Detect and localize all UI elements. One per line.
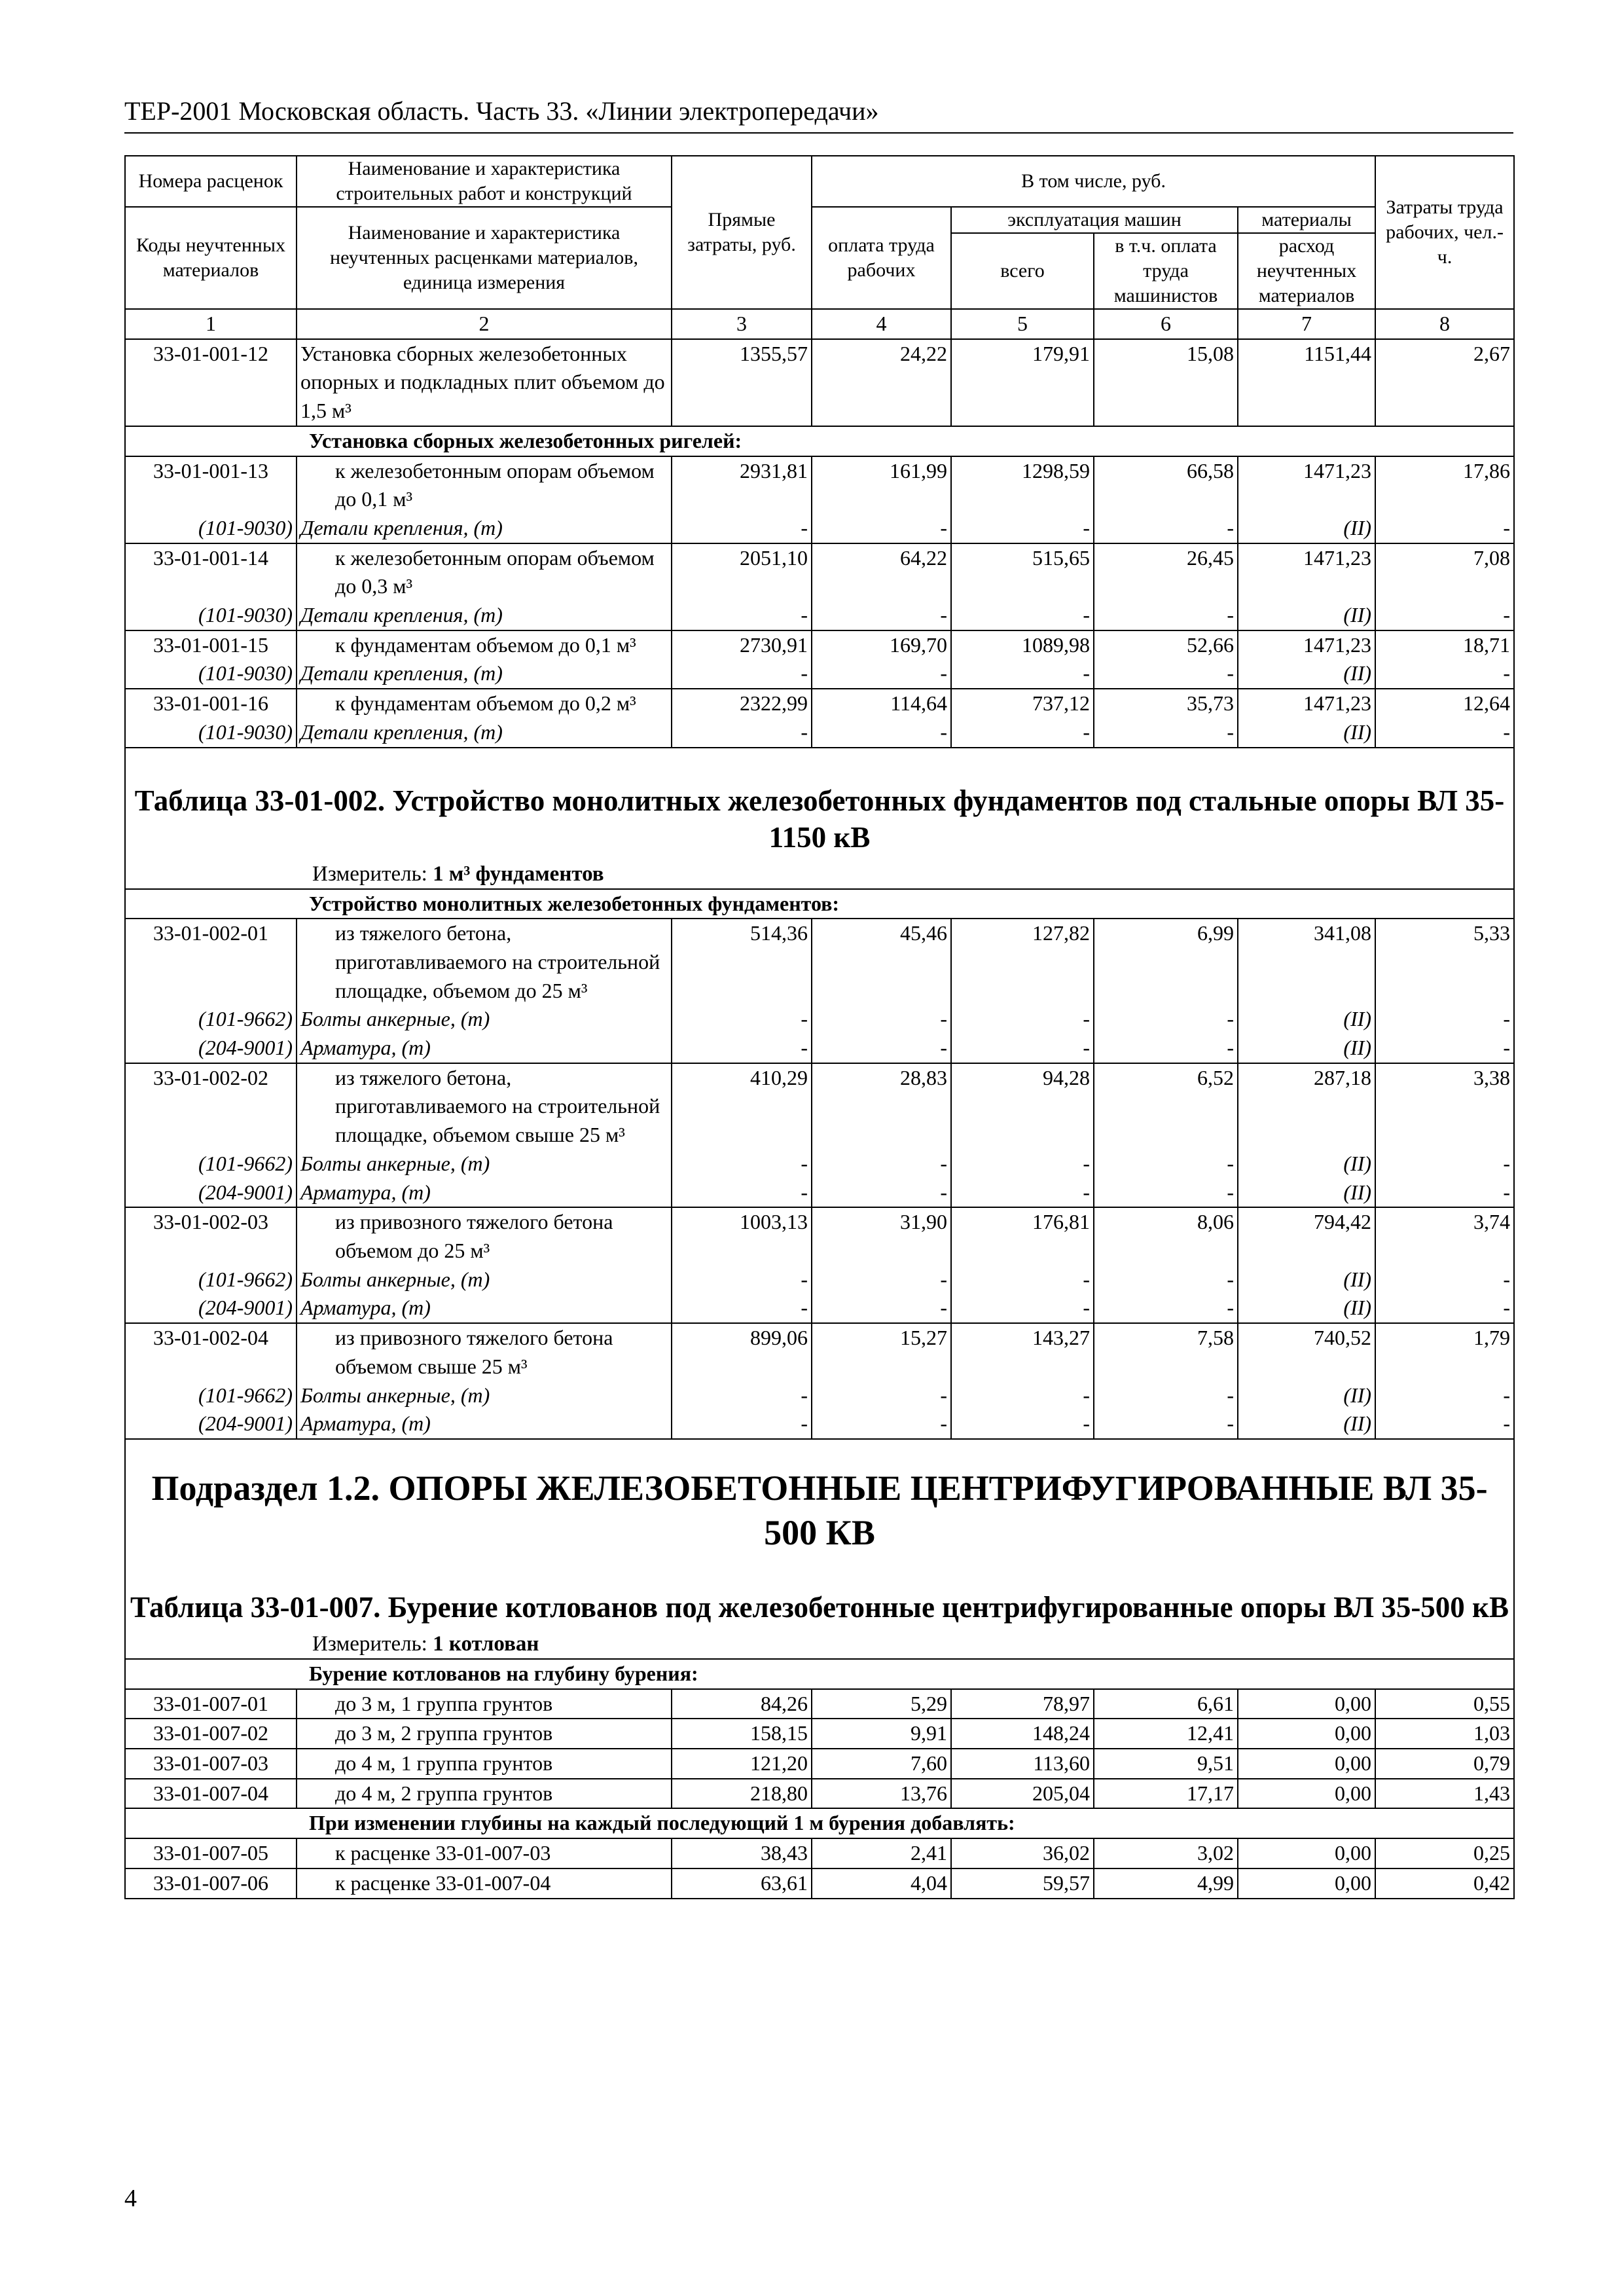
material-value: -: [1375, 1410, 1514, 1439]
rate-row: [125, 630, 1514, 660]
material-value: -: [1094, 1034, 1238, 1063]
table-title-row: [125, 748, 1514, 856]
rate-value: 3,38: [1375, 1063, 1514, 1150]
header-labor-costs: Затраты труда рабочих, чел.-ч.: [1375, 156, 1514, 309]
header-machinist-pay: в т.ч. оплата труда машинистов: [1094, 233, 1238, 309]
rate-value: 12,64: [1375, 689, 1514, 718]
rate-value: 287,18: [1238, 1063, 1375, 1150]
material-value: (II): [1238, 1266, 1375, 1294]
material-value: -: [1375, 1294, 1514, 1323]
subdivision-title-row: [125, 1440, 1514, 1555]
rate-value: 15,08: [1094, 339, 1238, 426]
rate-value: 2051,10: [672, 543, 812, 601]
section-heading: Установка сборных железобетонных ригелей:: [125, 426, 1514, 456]
material-value: -: [672, 514, 812, 543]
rate-value: 8,06: [1094, 1207, 1238, 1265]
rate-name: до 3 м, 2 группа грунтов: [297, 1719, 672, 1749]
material-value: -: [951, 1266, 1094, 1294]
rate-row: [125, 1749, 1514, 1779]
material-value: -: [672, 718, 812, 748]
column-number: 5: [951, 309, 1094, 339]
rate-value: 36,02: [951, 1838, 1094, 1868]
section-heading: Устройство монолитных железобетонных фундаментов:: [125, 889, 1514, 919]
material-value: -: [812, 718, 951, 748]
rate-code: 33-01-001-14: [125, 543, 297, 601]
rate-code: 33-01-007-06: [125, 1868, 297, 1899]
column-number: 2: [297, 309, 672, 339]
material-value: -: [812, 601, 951, 630]
material-value: -: [1094, 514, 1238, 543]
material-value: (II): [1238, 601, 1375, 630]
material-name: Детали крепления, (т): [297, 718, 672, 748]
column-number: 8: [1375, 309, 1514, 339]
rate-value: 35,73: [1094, 689, 1238, 718]
rate-row: [125, 1207, 1514, 1265]
rate-value: 899,06: [672, 1323, 812, 1381]
material-value: -: [1375, 1178, 1514, 1208]
rate-value: 218,80: [672, 1779, 812, 1809]
material-value: -: [1094, 1005, 1238, 1034]
rate-value: 63,61: [672, 1868, 812, 1899]
section-heading-row: [125, 889, 1514, 919]
material-value: -: [1094, 1266, 1238, 1294]
material-value: -: [1375, 718, 1514, 748]
material-value: (II): [1238, 514, 1375, 543]
column-number: 4: [812, 309, 951, 339]
material-value: -: [812, 659, 951, 689]
rate-value: 3,74: [1375, 1207, 1514, 1265]
rate-code: 33-01-001-12: [125, 339, 297, 426]
rate-name: к фундаментам объемом до 0,1 м³: [297, 630, 672, 660]
rate-name: из тяжелого бетона, приготавливаемого на строительной площадке, объемом свыше 25 м³: [297, 1063, 672, 1150]
material-name: Детали крепления, (т): [297, 601, 672, 630]
rate-code: 33-01-001-16: [125, 689, 297, 718]
rate-value: 31,90: [812, 1207, 951, 1265]
rate-value: 52,66: [1094, 630, 1238, 660]
rate-value: 1003,13: [672, 1207, 812, 1265]
material-value: -: [672, 601, 812, 630]
rate-value: 1471,23: [1238, 456, 1375, 514]
header-name-bottom: Наименование и характеристика неучтенных расценками материалов, единица измерения: [297, 207, 672, 309]
rate-row: [125, 1868, 1514, 1899]
material-value: -: [951, 601, 1094, 630]
rate-row: [125, 339, 1514, 426]
material-value: -: [951, 1410, 1094, 1439]
page-header: ТЕР-2001 Московская область. Часть 33. «Линии электропередачи»: [124, 96, 1513, 134]
column-number: 3: [672, 309, 812, 339]
rate-value: 1298,59: [951, 456, 1094, 514]
material-code: (101-9662): [125, 1381, 297, 1410]
rate-value: 1471,23: [1238, 630, 1375, 660]
rate-value: 6,52: [1094, 1063, 1238, 1150]
material-value: -: [951, 1294, 1094, 1323]
material-value: -: [1375, 1381, 1514, 1410]
rate-value: 17,86: [1375, 456, 1514, 514]
material-value: (II): [1238, 1410, 1375, 1439]
material-code: (101-9030): [125, 718, 297, 748]
rate-value: 17,17: [1094, 1779, 1238, 1809]
section-heading-row: [125, 1659, 1514, 1689]
rate-value: 78,97: [951, 1689, 1094, 1719]
rate-name: до 4 м, 2 группа грунтов: [297, 1779, 672, 1809]
material-value: -: [1094, 1178, 1238, 1208]
material-value: -: [1375, 1005, 1514, 1034]
rate-code: 33-01-007-04: [125, 1779, 297, 1809]
rate-row: [125, 456, 1514, 514]
section-heading-row: [125, 1808, 1514, 1838]
rate-value: 410,29: [672, 1063, 812, 1150]
material-value: -: [1094, 601, 1238, 630]
rate-value: 5,29: [812, 1689, 951, 1719]
material-value: -: [1094, 1410, 1238, 1439]
rate-value: 64,22: [812, 543, 951, 601]
rate-value: 161,99: [812, 456, 951, 514]
rate-name: к железобетонным опорам объемом до 0,3 м³: [297, 543, 672, 601]
rate-code: 33-01-002-01: [125, 919, 297, 1005]
material-row: [125, 601, 1514, 630]
rate-row: [125, 1779, 1514, 1809]
material-value: -: [672, 1381, 812, 1410]
rate-value: 15,27: [812, 1323, 951, 1381]
rate-row: [125, 1719, 1514, 1749]
material-code: (101-9662): [125, 1005, 297, 1034]
page-number: 4: [124, 2185, 137, 2212]
column-number: 6: [1094, 309, 1238, 339]
rate-code: 33-01-002-02: [125, 1063, 297, 1150]
rate-code: 33-01-001-13: [125, 456, 297, 514]
table-title-row: [125, 1555, 1514, 1626]
subdivision-title: Подраздел 1.2. ОПОРЫ ЖЕЛЕЗОБЕТОННЫЕ ЦЕНТРИФУГИРОВАННЫЕ ВЛ 35-500 КВ: [125, 1440, 1514, 1555]
material-name: Арматура, (т): [297, 1410, 672, 1439]
material-code: (204-9001): [125, 1410, 297, 1439]
rate-row: [125, 689, 1514, 718]
rate-value: 59,57: [951, 1868, 1094, 1899]
rate-value: 121,20: [672, 1749, 812, 1779]
rate-value: 9,51: [1094, 1749, 1238, 1779]
rate-value: 515,65: [951, 543, 1094, 601]
material-value: -: [672, 1410, 812, 1439]
material-value: -: [812, 1381, 951, 1410]
rate-value: 84,26: [672, 1689, 812, 1719]
rate-value: 0,00: [1238, 1749, 1375, 1779]
material-row: [125, 1410, 1514, 1439]
material-value: -: [672, 659, 812, 689]
rate-value: 0,79: [1375, 1749, 1514, 1779]
material-code: (101-9030): [125, 601, 297, 630]
header-name-top: Наименование и характеристика строительных работ и конструкций: [297, 156, 672, 207]
material-value: (II): [1238, 718, 1375, 748]
material-value: -: [951, 1381, 1094, 1410]
material-row: [125, 1034, 1514, 1063]
rate-value: 1151,44: [1238, 339, 1375, 426]
rate-value: 143,27: [951, 1323, 1094, 1381]
rate-value: 12,41: [1094, 1719, 1238, 1749]
rate-value: 38,43: [672, 1838, 812, 1868]
material-value: -: [1375, 659, 1514, 689]
rate-value: 0,25: [1375, 1838, 1514, 1868]
rate-value: 5,33: [1375, 919, 1514, 1005]
rate-value: 7,08: [1375, 543, 1514, 601]
rate-value: 179,91: [951, 339, 1094, 426]
rate-name: к железобетонным опорам объемом до 0,1 м³: [297, 456, 672, 514]
material-value: (II): [1238, 1381, 1375, 1410]
rates-table: [124, 155, 1515, 1899]
material-row: [125, 1381, 1514, 1410]
header-worker-pay: оплата труда рабочих: [812, 207, 951, 309]
material-value: -: [812, 1034, 951, 1063]
rate-value: 740,52: [1238, 1323, 1375, 1381]
measure-label: Измеритель:: [312, 1631, 427, 1656]
rate-name: до 3 м, 1 группа грунтов: [297, 1689, 672, 1719]
rate-name: из тяжелого бетона, приготавливаемого на строительной площадке, объемом до 25 м³: [297, 919, 672, 1005]
material-value: -: [1375, 514, 1514, 543]
rate-value: 205,04: [951, 1779, 1094, 1809]
section-heading: При изменении глубины на каждый последующий 1 м бурения добавлять:: [125, 1808, 1514, 1838]
material-value: (II): [1238, 659, 1375, 689]
rate-value: 4,99: [1094, 1868, 1238, 1899]
material-row: [125, 659, 1514, 689]
material-value: -: [1375, 601, 1514, 630]
material-name: Болты анкерные, (т): [297, 1150, 672, 1178]
header-direct-costs: Прямые затраты, руб.: [672, 156, 812, 309]
header-including: В том числе, руб.: [812, 156, 1375, 207]
measure-unit: 1 м³ фундаментов: [433, 862, 604, 886]
material-code: (204-9001): [125, 1294, 297, 1323]
rate-value: 1089,98: [951, 630, 1094, 660]
measure-unit: 1 котлован: [433, 1631, 539, 1656]
measure-row: [125, 1626, 1514, 1659]
table-title: Таблица 33-01-002. Устройство монолитных железобетонных фундаментов под стальные опоры ВЛ 35-1150 кВ: [125, 748, 1514, 856]
material-row: [125, 1178, 1514, 1208]
material-code: (204-9001): [125, 1178, 297, 1208]
rate-value: 514,36: [672, 919, 812, 1005]
material-value: -: [812, 1150, 951, 1178]
rate-value: 0,00: [1238, 1838, 1375, 1868]
rate-value: 2730,91: [672, 630, 812, 660]
rate-value: 2,41: [812, 1838, 951, 1868]
material-value: -: [951, 1005, 1094, 1034]
rate-name: из привозного тяжелого бетона объемом до 25 м³: [297, 1207, 672, 1265]
material-name: Болты анкерные, (т): [297, 1381, 672, 1410]
rate-value: 6,99: [1094, 919, 1238, 1005]
material-value: -: [1094, 659, 1238, 689]
rate-code: 33-01-007-03: [125, 1749, 297, 1779]
rate-name: Установка сборных железобетонных опорных и подкладных плит объемом до 1,5 м³: [297, 339, 672, 426]
material-value: -: [672, 1005, 812, 1034]
rate-code: 33-01-001-15: [125, 630, 297, 660]
rate-row: [125, 1323, 1514, 1381]
material-value: (II): [1238, 1005, 1375, 1034]
material-value: -: [1375, 1034, 1514, 1063]
material-name: Арматура, (т): [297, 1294, 672, 1323]
material-value: (II): [1238, 1034, 1375, 1063]
material-value: -: [951, 1178, 1094, 1208]
rate-name: к расценке 33-01-007-04: [297, 1868, 672, 1899]
material-value: -: [951, 1034, 1094, 1063]
rate-row: [125, 1063, 1514, 1150]
header-rate-numbers: Номера расценок: [125, 156, 297, 207]
rate-value: 1,03: [1375, 1719, 1514, 1749]
rate-value: 0,42: [1375, 1868, 1514, 1899]
rate-value: 24,22: [812, 339, 951, 426]
rate-value: 158,15: [672, 1719, 812, 1749]
rate-value: 0,00: [1238, 1779, 1375, 1809]
material-value: -: [672, 1266, 812, 1294]
rate-code: 33-01-002-03: [125, 1207, 297, 1265]
material-code: (101-9030): [125, 514, 297, 543]
rate-code: 33-01-002-04: [125, 1323, 297, 1381]
rate-value: 7,60: [812, 1749, 951, 1779]
material-row: [125, 718, 1514, 748]
material-code: (101-9662): [125, 1266, 297, 1294]
rate-value: 0,00: [1238, 1868, 1375, 1899]
rate-value: 0,00: [1238, 1719, 1375, 1749]
header-materials: материалы: [1238, 207, 1375, 233]
material-row: [125, 1266, 1514, 1294]
material-name: Болты анкерные, (т): [297, 1266, 672, 1294]
material-value: -: [812, 1410, 951, 1439]
material-value: -: [812, 1005, 951, 1034]
column-number: 7: [1238, 309, 1375, 339]
rate-value: 6,61: [1094, 1689, 1238, 1719]
rate-code: 33-01-007-02: [125, 1719, 297, 1749]
rate-value: 66,58: [1094, 456, 1238, 514]
material-value: -: [1094, 1150, 1238, 1178]
measure-line: [125, 856, 1514, 889]
rate-value: 94,28: [951, 1063, 1094, 1150]
rate-name: к расценке 33-01-007-03: [297, 1838, 672, 1868]
header-unaccounted-materials: расход неучтенных материалов: [1238, 233, 1375, 309]
rate-value: 0,55: [1375, 1689, 1514, 1719]
measure-row: [125, 856, 1514, 889]
rate-value: 3,02: [1094, 1838, 1238, 1868]
material-value: -: [812, 1178, 951, 1208]
material-row: [125, 1005, 1514, 1034]
material-value: -: [672, 1178, 812, 1208]
material-value: -: [951, 1150, 1094, 1178]
rate-value: 0,00: [1238, 1689, 1375, 1719]
material-value: (II): [1238, 1150, 1375, 1178]
rate-value: 7,58: [1094, 1323, 1238, 1381]
material-code: (101-9030): [125, 659, 297, 689]
rate-value: 2931,81: [672, 456, 812, 514]
rate-value: 45,46: [812, 919, 951, 1005]
header-total: всего: [951, 233, 1094, 309]
rate-value: 737,12: [951, 689, 1094, 718]
measure-label: Измеритель:: [312, 862, 427, 886]
rate-name: до 4 м, 1 группа грунтов: [297, 1749, 672, 1779]
material-row: [125, 1150, 1514, 1178]
rate-row: [125, 1838, 1514, 1868]
rate-value: 794,42: [1238, 1207, 1375, 1265]
rate-value: 26,45: [1094, 543, 1238, 601]
material-name: Детали крепления, (т): [297, 659, 672, 689]
rate-value: 1471,23: [1238, 689, 1375, 718]
rate-value: 1355,57: [672, 339, 812, 426]
material-name: Детали крепления, (т): [297, 514, 672, 543]
rate-value: 148,24: [951, 1719, 1094, 1749]
material-value: (II): [1238, 1294, 1375, 1323]
rate-row: [125, 1689, 1514, 1719]
material-value: -: [1375, 1266, 1514, 1294]
material-value: -: [1094, 718, 1238, 748]
section-heading-row: [125, 426, 1514, 456]
rate-value: 169,70: [812, 630, 951, 660]
material-code: (101-9662): [125, 1150, 297, 1178]
column-number: 1: [125, 309, 297, 339]
material-value: -: [1094, 1294, 1238, 1323]
rate-value: 1,79: [1375, 1323, 1514, 1381]
rate-value: 13,76: [812, 1779, 951, 1809]
rate-code: 33-01-007-05: [125, 1838, 297, 1868]
header-machine-ops: эксплуатация машин: [951, 207, 1238, 233]
measure-line: [125, 1626, 1514, 1659]
material-value: -: [1094, 1381, 1238, 1410]
material-value: -: [951, 514, 1094, 543]
material-value: -: [951, 718, 1094, 748]
rate-name: к фундаментам объемом до 0,2 м³: [297, 689, 672, 718]
rate-value: 114,64: [812, 689, 951, 718]
material-value: -: [672, 1150, 812, 1178]
rate-name: из привозного тяжелого бетона объемом свыше 25 м³: [297, 1323, 672, 1381]
header-codes: Коды неучтенных материалов: [125, 207, 297, 309]
material-row: [125, 1294, 1514, 1323]
rate-row: [125, 919, 1514, 1005]
rate-code: 33-01-007-01: [125, 1689, 297, 1719]
section-heading: Бурение котлованов на глубину бурения:: [125, 1659, 1514, 1689]
material-value: -: [672, 1034, 812, 1063]
rate-value: 1,43: [1375, 1779, 1514, 1809]
material-value: -: [951, 659, 1094, 689]
material-value: -: [812, 514, 951, 543]
rate-value: 341,08: [1238, 919, 1375, 1005]
rate-value: 176,81: [951, 1207, 1094, 1265]
rate-value: 18,71: [1375, 630, 1514, 660]
material-code: (204-9001): [125, 1034, 297, 1063]
rate-value: 1471,23: [1238, 543, 1375, 601]
rate-value: 9,91: [812, 1719, 951, 1749]
rate-value: 127,82: [951, 919, 1094, 1005]
rate-value: 28,83: [812, 1063, 951, 1150]
material-name: Арматура, (т): [297, 1034, 672, 1063]
material-name: Болты анкерные, (т): [297, 1005, 672, 1034]
rate-row: [125, 543, 1514, 601]
material-value: (II): [1238, 1178, 1375, 1208]
table-title: Таблица 33-01-007. Бурение котлованов под железобетонные центрифугированные опоры ВЛ 35-500 кВ: [125, 1555, 1514, 1626]
rate-value: 113,60: [951, 1749, 1094, 1779]
rate-value: 4,04: [812, 1868, 951, 1899]
material-value: -: [812, 1266, 951, 1294]
rate-value: 2,67: [1375, 339, 1514, 426]
rate-value: 2322,99: [672, 689, 812, 718]
material-value: -: [1375, 1150, 1514, 1178]
material-value: -: [812, 1294, 951, 1323]
material-row: [125, 514, 1514, 543]
material-name: Арматура, (т): [297, 1178, 672, 1208]
material-value: -: [672, 1294, 812, 1323]
